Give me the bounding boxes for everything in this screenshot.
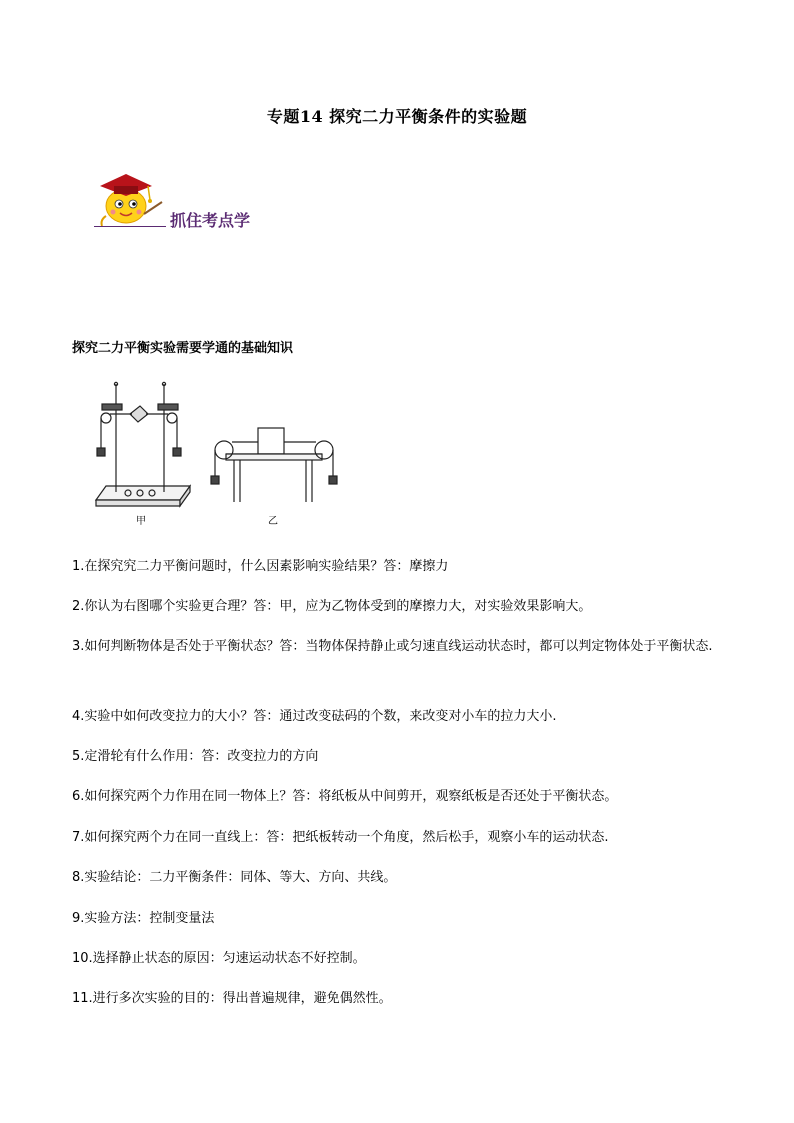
list-item: 9.实验方法：控制变量法 — [72, 911, 215, 926]
list-item: 10.选择静止状态的原因：匀速运动状态不好控制。 — [72, 951, 366, 966]
apparatus-jia — [96, 382, 190, 506]
banner-label: 抓住考点学 — [170, 211, 251, 230]
apparatus-yi — [211, 428, 337, 502]
list-item: 7.如何探究两个力在同一直线上：答：把纸板转动一个角度，然后松手，观察小车的运动状态. — [72, 830, 609, 845]
list-item: 5.定滑轮有什么作用：答：改变拉力的方向 — [72, 749, 319, 764]
banner-underline — [94, 226, 166, 227]
list-item: 1.在探究究二力平衡问题时，什么因素影响实验结果？答：摩擦力 — [72, 559, 449, 574]
list-item: 8.实验结论：二力平衡条件：同体、等大、方向、共线。 — [72, 870, 397, 885]
list-item: 3.如何判断物体是否处于平衡状态？答：当物体保持静止或匀速直线运动状态时，都可以判定物体处于平衡状态. — [72, 639, 713, 654]
apparatus-diagram — [88, 378, 348, 530]
page-title: 专题14 探究二力平衡条件的实验题 — [266, 107, 528, 126]
section-heading: 探究二力平衡实验需要学通的基础知识 — [72, 341, 294, 356]
mascot-icon — [90, 170, 170, 230]
figure-label-yi: 乙 — [268, 516, 278, 527]
list-item: 4.实验中如何改变拉力的大小？答：通过改变砝码的个数，来改变对小车的拉力大小. — [72, 709, 557, 724]
experiment-figure — [88, 378, 348, 530]
list-item: 2.你认为右图哪个实验更合理？答：甲，应为乙物体受到的摩擦力大，对实验效果影响大。 — [72, 599, 592, 614]
list-item: 6.如何探究两个力作用在同一物体上？答：将纸板从中间剪开，观察纸板是否还处于平衡状态。 — [72, 789, 618, 804]
section-banner — [90, 170, 290, 240]
figure-label-jia: 甲 — [136, 516, 146, 527]
list-item: 11.进行多次实验的目的：得出普遍规律，避免偶然性。 — [72, 991, 392, 1006]
